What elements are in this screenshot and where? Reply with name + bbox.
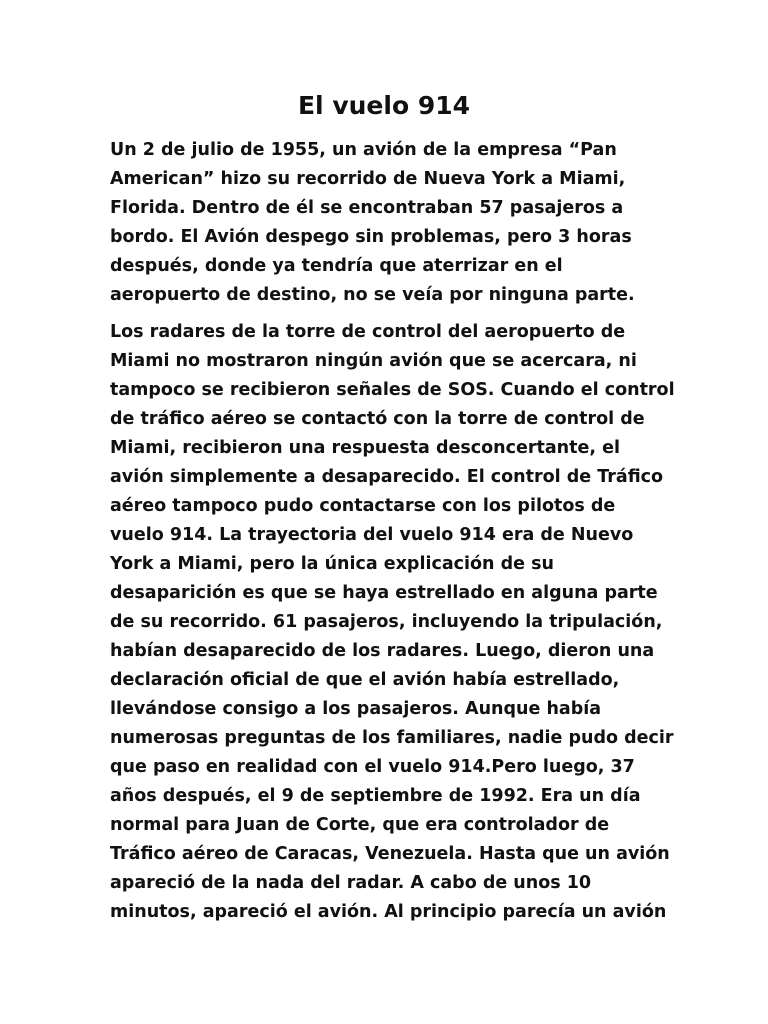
text-line: York a Miami, pero la única explicación de su <box>110 554 554 574</box>
text-line: bordo. El Avión despego sin problemas, pero 3 horas <box>110 227 632 247</box>
text-line: Miami no mostraron ningún avión que se acercara, ni <box>110 351 637 371</box>
text-line: apareció de la nada del radar. A cabo de unos 10 <box>110 873 592 893</box>
text-line: que paso en realidad con el vuelo 914.Pero luego, 37 <box>110 757 635 777</box>
text-line: avión simplemente a desaparecido. El control de Tráfico <box>110 467 664 487</box>
text-line: Tráfico aéreo de Caracas, Venezuela. Hasta que un avión <box>110 844 670 864</box>
text-line: numerosas preguntas de los familiares, nadie pudo decir <box>110 728 674 748</box>
text-line: Miami, recibieron una respuesta desconcertante, el <box>110 438 620 458</box>
text-line: normal para Juan de Corte, que era controlador de <box>110 815 610 835</box>
text-line: American” hizo su recorrido de Nueva York a Miami, <box>110 169 626 189</box>
text-line: años después, el 9 de septiembre de 1992. Era un día <box>110 786 641 806</box>
text-line: Florida. Dentro de él se encontraban 57 pasajeros a <box>110 198 624 218</box>
text-line: aeropuerto de destino, no se veía por ninguna parte. <box>110 285 635 305</box>
text-line: declaración oficial de que el avión había estrellado, <box>110 670 620 690</box>
text-line: minutos, apareció el avión. Al principio parecía un avión <box>110 902 667 922</box>
text-line: habían desaparecido de los radares. Luego, dieron una <box>110 641 655 661</box>
paragraph-1 <box>110 136 670 310</box>
text-line: vuelo 914. La trayectoria del vuelo 914 era de Nuevo <box>110 525 634 545</box>
document-body <box>110 136 675 935</box>
text-line: Los radares de la torre de control del aeropuerto de <box>110 322 626 342</box>
text-line: de su recorrido. 61 pasajeros, incluyendo la tripulación, <box>110 612 663 632</box>
text-line: aéreo tampoco pudo contactarse con los pilotos de <box>110 496 616 516</box>
text-line: después, donde ya tendría que aterrizar en el <box>110 256 563 276</box>
text-line: desaparición es que se haya estrellado en alguna parte <box>110 583 658 603</box>
text-line: Un 2 de julio de 1955, un avión de la empresa “Pan <box>110 140 617 160</box>
text-line: tampoco se recibieron señales de SOS. Cuando el control <box>110 380 675 400</box>
text-line: llevándose consigo a los pasajeros. Aunque había <box>110 699 602 719</box>
document-title: El vuelo 914 <box>297 91 471 120</box>
text-line: de tráfico aéreo se contactó con la torre de control de <box>110 409 645 429</box>
paragraph-2 <box>110 318 675 927</box>
